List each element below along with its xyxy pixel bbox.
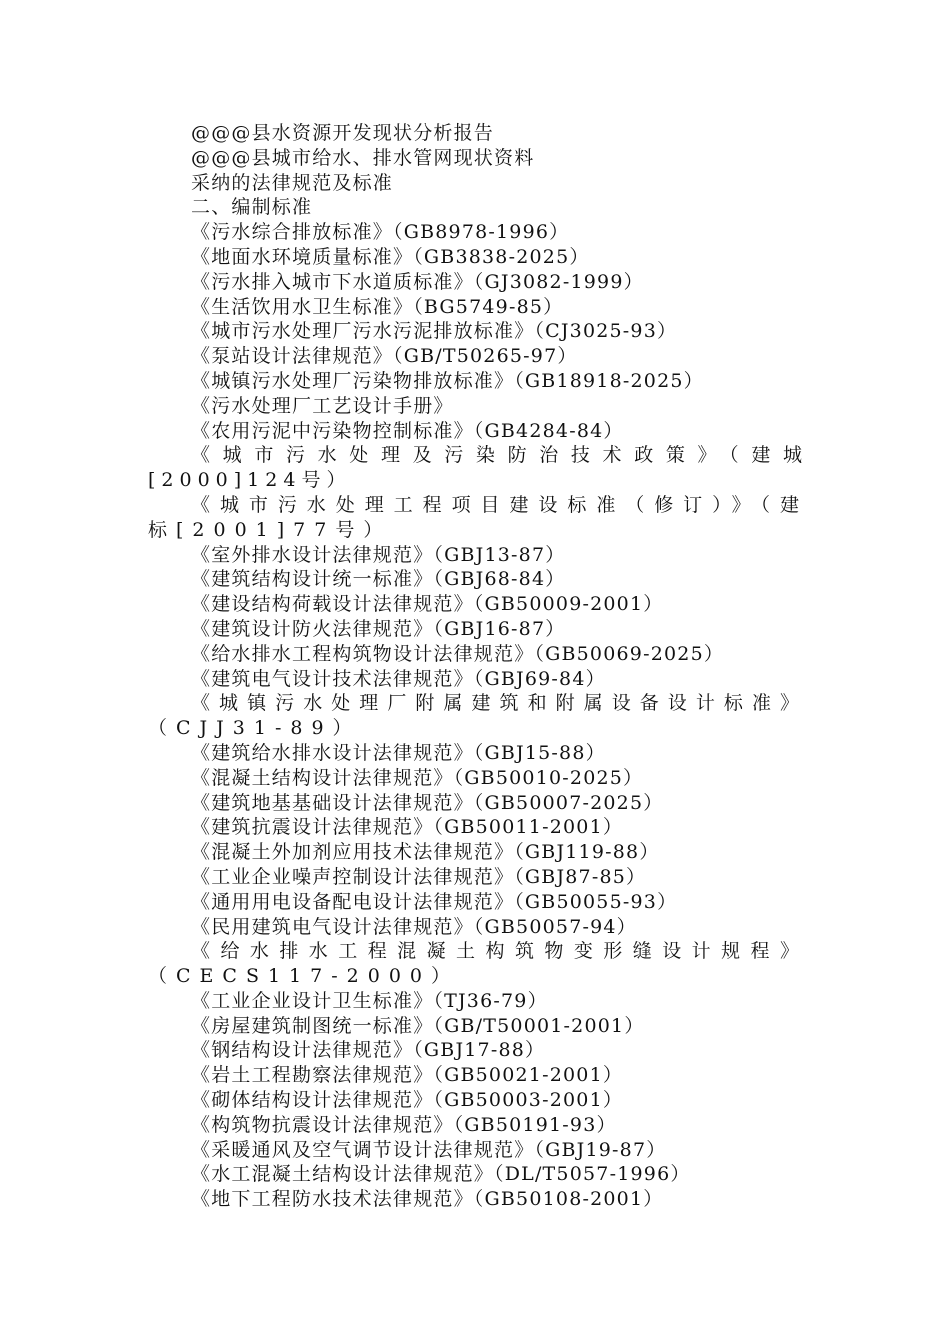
standard-item: 《工业企业设计卫生标准》（TJ36-79） — [191, 989, 548, 1012]
standard-item: 《室外排水设计法律规范》（GBJ13-87） — [191, 543, 566, 566]
standard-item: 《建设结构荷载设计法律规范》（GB50009-2001） — [191, 593, 664, 616]
standard-item: 《通用用电设备配电设计法律规范》（GB50055-93） — [191, 890, 678, 913]
standard-item: 《钢结构设计法律规范》（GBJ17-88） — [191, 1039, 546, 1062]
standard-item: 《建筑抗震设计法律规范》（GB50011-2001） — [191, 816, 624, 839]
text-line: 采纳的法律规范及标准 — [191, 171, 394, 194]
standard-item: 《民用建筑电气设计法律规范》（GB50057-94） — [191, 915, 637, 938]
standard-item: 《城镇污水处理厂附属建筑和附属设备设计标准》（CJJ31-89） — [148, 692, 808, 740]
standard-item: 《采暖通风及空气调节设计法律规范》（GBJ19-87） — [191, 1138, 667, 1161]
section-heading: 二、编制标准 — [191, 196, 313, 219]
standard-item: 《地面水环境质量标准》（GB3838-2025） — [191, 245, 590, 268]
standard-item: 《建筑地基基础设计法律规范》（GB50007-2025） — [191, 791, 664, 814]
standard-item: 《污水综合排放标准》（GB8978-1996） — [191, 221, 570, 244]
standard-item: 《地下工程防水技术法律规范》（GB50108-2001） — [191, 1188, 664, 1211]
standard-item: 《建筑设计防火法律规范》（GBJ16-87） — [191, 617, 566, 640]
standard-item: 《生活饮用水卫生标准》（BG5749-85） — [191, 295, 564, 318]
standard-item: 《房屋建筑制图统一标准》（GB/T50001-2001） — [191, 1014, 645, 1037]
standard-item: 《混凝土外加剂应用技术法律规范》（GBJ119-88） — [191, 841, 660, 864]
standard-item: 《城市污水处理及污染防治技术政策》（建城[2000]124号） — [148, 444, 808, 492]
standard-item: 《给水排水工程混凝土构筑物变形缝设计规程》（CECS117-2000） — [148, 940, 808, 988]
standard-item: 《水工混凝土结构设计法律规范》（DL/T5057-1996） — [191, 1163, 691, 1186]
standard-item: 《建筑结构设计统一标准》（GBJ68-84） — [191, 568, 566, 591]
standard-item: 《工业企业噪声控制设计法律规范》（GBJ87-85） — [191, 865, 647, 888]
standard-item: 《泵站设计法律规范》（GB/T50265-97） — [191, 345, 578, 368]
standard-item: 《农用污泥中污染物控制标准》（GB4284-84） — [191, 419, 624, 442]
standard-item: 《砌体结构设计法律规范》（GB50003-2001） — [191, 1089, 624, 1112]
document-body — [148, 121, 808, 1212]
standard-item: 《建筑电气设计技术法律规范》（GBJ69-84） — [191, 667, 606, 690]
standard-item: 《污水排入城市下水道质标准》（GJ3082-1999） — [191, 270, 644, 293]
standard-item: 《污水处理厂工艺设计手册》 — [191, 394, 454, 417]
standard-item: 《城市污水处理厂污水污泥排放标准》（CJ3025-93） — [191, 320, 678, 343]
standard-item: 《混凝土结构设计法律规范》（GB50010-2025） — [191, 766, 644, 789]
standard-item: 《岩土工程勘察法律规范》（GB50021-2001） — [191, 1064, 624, 1087]
standard-item: 《构筑物抗震设计法律规范》（GB50191-93） — [191, 1113, 617, 1136]
text-line: @@@县水资源开发现状分析报告 — [191, 122, 495, 144]
standard-item: 《城市污水处理工程项目建设标准（修订）》（建标[2001]77号） — [148, 493, 808, 541]
standard-item: 《城镇污水处理厂污染物排放标准》（GB18918-2025） — [191, 369, 704, 392]
text-line: @@@县城市给水、排水管网现状资料 — [191, 146, 535, 169]
standard-item: 《给水排水工程构筑物设计法律规范》（GB50069-2025） — [191, 642, 725, 665]
standard-item: 《建筑给水排水设计法律规范》（GBJ15-88） — [191, 741, 606, 764]
